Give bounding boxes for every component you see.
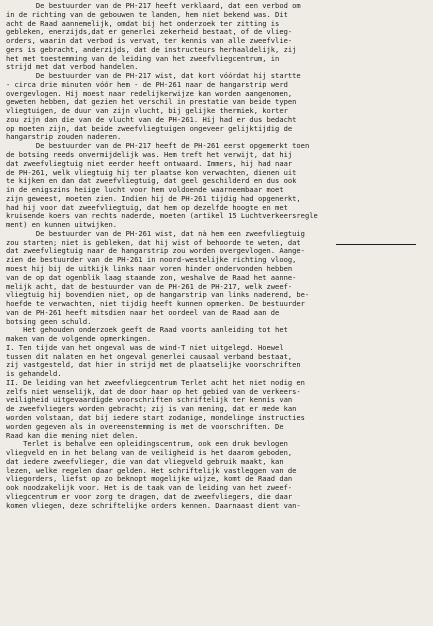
text-line: het met toestemming van de leiding van het zweefvliegcentrum, in	[6, 53, 280, 63]
text-line: vliegcentrum er voor zorg te dragen, dat de zweefvliegers, die daar	[6, 491, 293, 501]
text-line: in de richting van de gebouwen te landen, hem niet bekend was. Dit	[6, 9, 288, 19]
text-line: de botsing reeds onvermijdelijk was. Hem treft het verwijt, dat hij	[6, 150, 293, 160]
text-line: te kijken en dan dat zweefvliegtuig, dat geel geschilderd en dus ook	[6, 176, 297, 186]
text-line: orders, waarin dat verbod is vervat, ter kennis van alle zweefvlie-	[6, 36, 293, 46]
text-line: Het gehouden onderzoek geeft de Raad voorts aanleiding tot het	[6, 325, 288, 335]
text-line: zien de bestuurder van de PH-261 in noord-westelijke richting vloog,	[6, 255, 297, 265]
text-line: zou starten; niet is gebleken, dat hij wist of behoorde te weten, dat	[6, 237, 301, 247]
text-line: zijn geweest, moeten zien. Indien hij de PH-261 tijdig had opgenerkt,	[6, 193, 301, 203]
text-line: vliegorders, liefst op zo beknopt mogelijke wijze, komt de Raad dan	[6, 474, 293, 484]
text-line: worden gegeven als in overeenstemming is met de voorschriften. De	[6, 421, 284, 431]
text-line: gers is gebracht, anderzijds, dat de instructeurs herhaaldelijk, zij	[6, 44, 297, 54]
text-body	[6, 2, 431, 510]
underline-rule	[336, 244, 416, 245]
text-line: vliegveld en in het belang van de veiligheid is het daarom geboden,	[6, 448, 293, 458]
text-line: kruisende koers van rechts naderde, moeten (artikel 15 Luchtverkeersregle	[6, 211, 318, 221]
text-line: had hij voor dat zweefvliegtuig, dat hem op dezelfde hoogte en met	[6, 202, 288, 212]
text-line: worden volstaan, dat bij iedere start zodanige, mondelinge instructies	[6, 412, 305, 422]
text-line: vliegtuig hij bovendien niet, op de hangarstrip van links naderend, be-	[6, 290, 310, 300]
text-line: I. Ten tijde van het ongeval was de wind-T niet uitgelegd. Hoewel	[6, 342, 284, 352]
text-line: de PH-261, welk vliegtuig hij ter plaatse kon verwachten, dienen uit	[6, 167, 297, 177]
text-line: acht de Raad aannemelijk, omdat bij het onderzoek ter zitting is	[6, 18, 280, 28]
text-line: Terlet is behalve een opleidingscentrum, ook een druk bevlogen	[6, 439, 288, 449]
typewritten-page	[6, 2, 431, 624]
text-line: van de PH-261 heeft mitsdien naar het oordeel van de Raad aan de	[6, 307, 280, 317]
text-line: ook noodzakelijk voor. Het is de taak van de leiding van het zweef-	[6, 483, 293, 493]
text-line: vliegtuigen, de duur van zijn vlucht, bij gelijke thermiek, korter	[6, 106, 288, 116]
text-line: geweten hebben, dat gezien het verschil in prestatie van beide typen	[6, 97, 297, 107]
text-line: melijk acht, dat de bestuurder van de PH-261 de PH-217, welk zweef-	[6, 281, 293, 291]
text-line: dat zweefvliegtuig niet eerder heeft ontwaard. Immers, hij had naar	[6, 158, 293, 168]
text-line: De bestuurder van de PH-261 wist, dat nà hem een zweefvliegtuig	[6, 228, 305, 238]
text-line: zelfs niet wenselijk, dat de door haar op het gebied van de verkeers-	[6, 386, 301, 396]
text-line: van de op dat ogenblik laag staande zon, weshalve de Raad het aanne-	[6, 272, 297, 282]
text-line: - circa drie minuten vóór hem - de PH-261 naar de hangarstrip werd	[6, 79, 288, 89]
text-line: veiligheid uitgevaardigde voorschriften schriftelijk ter kennis van	[6, 395, 293, 405]
text-line: II. De leiding van het zweefvliegcentrum Terlet acht het niet nodig en	[6, 377, 305, 387]
text-line: moest hij bij de uitkijk links naar voren hinder ondervonden hebben	[6, 263, 293, 273]
text-line: tussen dit nalaten en het ongeval generlei causaal verband bestaat,	[6, 351, 293, 361]
text-line: De bestuurder van de PH-217 heeft de PH-261 eerst opgemerkt toen	[6, 141, 310, 151]
text-line: gebleken, enerzijds,dat er generlei zekerheid bestaat, of de vlieg-	[6, 27, 293, 37]
text-line: maken van de volgende opmerkingen.	[6, 334, 152, 344]
text-line: strijd met dat verbod handelen.	[6, 62, 139, 72]
text-line: dat zweefvliegtuig naar de hangarstrip zou worden overgevlogen. Aange-	[6, 246, 305, 256]
text-line: botsing geen schuld.	[6, 316, 92, 326]
text-line: dat iedere zweefvlieger, die van dat vliegveld gebruik maakt, kan	[6, 456, 284, 466]
text-line: zou zijn dan die van de vlucht van de PH-261. Hij had er dus bedacht	[6, 114, 297, 124]
text-line: komen vliegen, deze schriftelijke orders kennen. Daarnaast dient van-	[6, 500, 301, 510]
text-line: ment) en kunnen uitwijken.	[6, 220, 118, 230]
text-line: De bestuurder van de PH-217 wist, dat kort vóórdat hij startte	[6, 71, 301, 81]
text-line: hoefde te verwachten, niet tijdig heeft kunnen opmerken. De bestuurder	[6, 299, 305, 309]
text-line: hangarstrip zouden naderen.	[6, 132, 122, 142]
text-line: op moeten zijn, dat beide zweefvliegtuigen ongeveer gelijktijdig de	[6, 123, 293, 133]
text-line: zij vastgesteld, dat hier in strijd met de plaatselijke voorschriften	[6, 360, 301, 370]
text-line: is gehandeld.	[6, 369, 62, 379]
text-line: de zweefvliegers worden gebracht; zij is van mening, dat er mede kan	[6, 404, 297, 414]
text-line: lezen, welke regelen daar gelden. Het schriftelijk vastleggen van de	[6, 465, 297, 475]
text-line: in de enigszins heiige lucht voor hem voldoende waarneembaar moet	[6, 185, 284, 195]
text-line: De bestuurder van de PH-217 heeft verklaard, dat een verbod om	[6, 1, 301, 10]
text-line: overgevlogen. Hij moest naar redelijkerwijze kan worden aangenomen,	[6, 88, 293, 98]
text-line: Raad kan die mening niet delen.	[6, 430, 139, 440]
